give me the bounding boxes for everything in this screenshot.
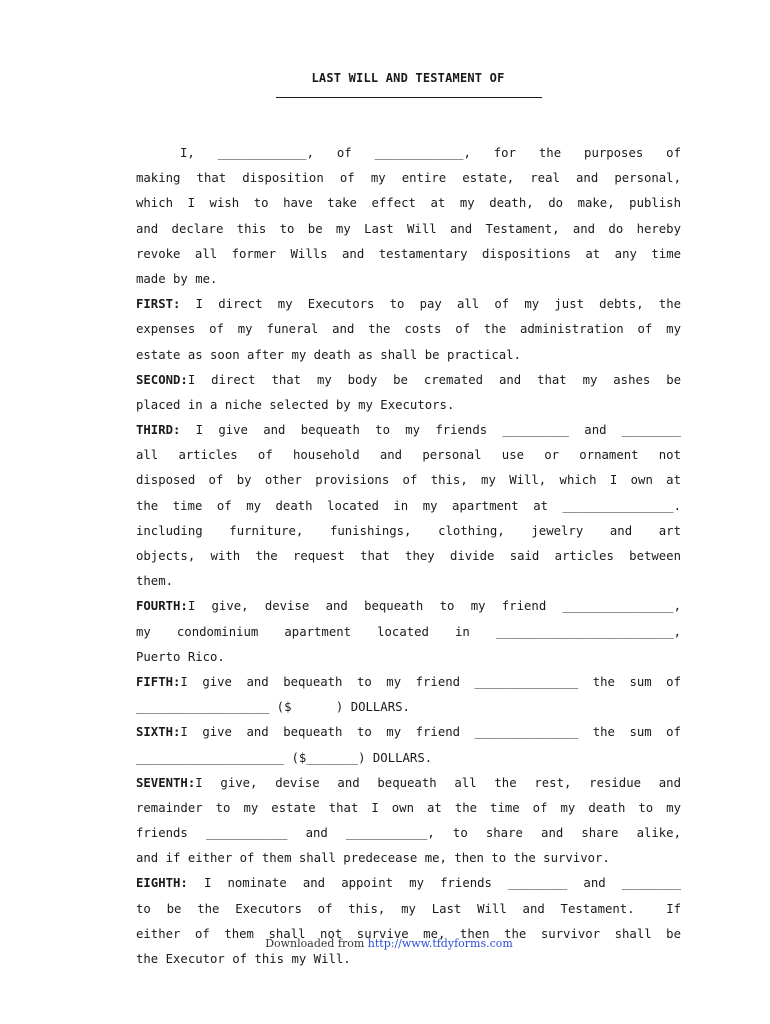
document-line bbox=[136, 393, 681, 418]
clause-label: FOURTH: bbox=[136, 599, 188, 614]
line-text: either of them shall not survive me, then the survivor shall be bbox=[136, 926, 681, 941]
document-line bbox=[136, 947, 681, 972]
line-text: the Executor of this my Will. bbox=[136, 952, 351, 966]
document-line bbox=[136, 796, 681, 821]
document-line bbox=[136, 242, 681, 267]
document-line bbox=[136, 594, 681, 619]
document-line bbox=[136, 645, 681, 670]
line-text: I give, devise and bequeath to my friend _______________, bbox=[187, 599, 681, 614]
line-text: I give, devise and bequeath all the rest, residue and bbox=[195, 775, 681, 790]
line-text: making that disposition of my entire estate, real and personal, bbox=[136, 171, 681, 186]
document-line bbox=[136, 343, 681, 368]
line-text: I direct my Executors to pay all of my just debts, the bbox=[180, 297, 681, 312]
document-line bbox=[136, 191, 681, 216]
line-text: __________________ ($ ) DOLLARS. bbox=[136, 700, 410, 715]
line-text: disposed of by other provisions of this, my Will, which I own at bbox=[136, 473, 681, 488]
document-line bbox=[136, 771, 681, 796]
document-line bbox=[136, 620, 681, 645]
document-line bbox=[136, 368, 681, 393]
line-text: I give and bequeath to my friend ______________ the sum of bbox=[180, 674, 681, 689]
line-text: expenses of my funeral and the costs of the administration of my bbox=[136, 322, 681, 337]
download-footer bbox=[0, 937, 770, 950]
line-text: I nominate and appoint my friends ________ and ________ bbox=[187, 876, 681, 891]
document-line bbox=[136, 846, 681, 871]
line-text: my condominium apartment located in ________________________, bbox=[136, 624, 681, 639]
document-line bbox=[136, 519, 681, 544]
line-text: remainder to my estate that I own at the time of my death to my bbox=[136, 800, 681, 815]
line-text: and declare this to be my Last Will and Testament, and do hereby bbox=[136, 221, 681, 236]
document-line bbox=[136, 494, 681, 519]
document-line bbox=[136, 569, 681, 594]
document-line bbox=[136, 468, 681, 493]
line-text: placed in a niche selected by my Executors. bbox=[136, 397, 455, 412]
clause-label: FIFTH: bbox=[136, 674, 181, 689]
document-line bbox=[136, 443, 681, 468]
document-line bbox=[136, 141, 681, 166]
clause-label: THIRD: bbox=[136, 423, 181, 438]
document-line bbox=[136, 746, 681, 771]
document-line bbox=[136, 217, 681, 242]
document-line bbox=[136, 871, 681, 896]
line-text: to be the Executors of this, my Last Will and Testament. If bbox=[136, 901, 681, 916]
document-line bbox=[136, 821, 681, 846]
document-line bbox=[136, 267, 681, 292]
footer-text: Downloaded from bbox=[265, 937, 368, 950]
clause-label: SEVENTH: bbox=[136, 775, 196, 790]
line-text: I direct that my body be cremated and that my ashes be bbox=[187, 372, 681, 387]
title-blank-line bbox=[276, 97, 542, 98]
line-text: objects, with the request that they divide said articles between bbox=[136, 549, 681, 563]
document-line bbox=[136, 292, 681, 317]
line-text: all articles of household and personal use or ornament not bbox=[136, 448, 681, 463]
document-line bbox=[136, 317, 681, 342]
clause-label: SIXTH: bbox=[136, 725, 181, 740]
line-text: made by me. bbox=[136, 271, 218, 286]
clause-label: SECOND: bbox=[136, 372, 188, 387]
line-text: and if either of them shall predecease me, then to the survivor. bbox=[136, 851, 610, 866]
line-text: friends ___________ and ___________, to share and share alike, bbox=[136, 826, 681, 841]
line-text: them. bbox=[136, 574, 174, 589]
document-line bbox=[136, 897, 681, 922]
line-text: the time of my death located in my apartment at _______________. bbox=[136, 498, 681, 513]
line-text: Puerto Rico. bbox=[136, 649, 225, 664]
document-body bbox=[136, 141, 681, 972]
line-text: revoke all former Wills and testamentary dispositions at any time bbox=[136, 246, 681, 261]
clause-label: EIGHTH: bbox=[136, 876, 188, 891]
document-line bbox=[136, 720, 681, 745]
document-line bbox=[136, 166, 681, 191]
line-text: which I wish to have take effect at my death, do make, publish bbox=[136, 196, 681, 211]
footer-link[interactable]: http://www.tfdyforms.com bbox=[367, 937, 513, 950]
document-line bbox=[136, 418, 681, 443]
line-text: estate as soon after my death as shall be practical. bbox=[136, 347, 521, 362]
document-title: LAST WILL AND TESTAMENT OF bbox=[311, 71, 505, 85]
line-text: I, ____________, of ____________, for the purposes of bbox=[180, 146, 681, 160]
line-text: I give and bequeath to my friends _________ and ________ bbox=[180, 423, 681, 438]
line-text: ____________________ ($_______) DOLLARS. bbox=[136, 750, 433, 765]
document-line bbox=[136, 670, 681, 695]
line-text: I give and bequeath to my friend ______________ the sum of bbox=[180, 725, 681, 740]
clause-label: FIRST: bbox=[136, 297, 181, 312]
document-line bbox=[136, 544, 681, 569]
document-line bbox=[136, 695, 681, 720]
line-text: including furniture, funishings, clothing, jewelry and art bbox=[136, 523, 681, 538]
